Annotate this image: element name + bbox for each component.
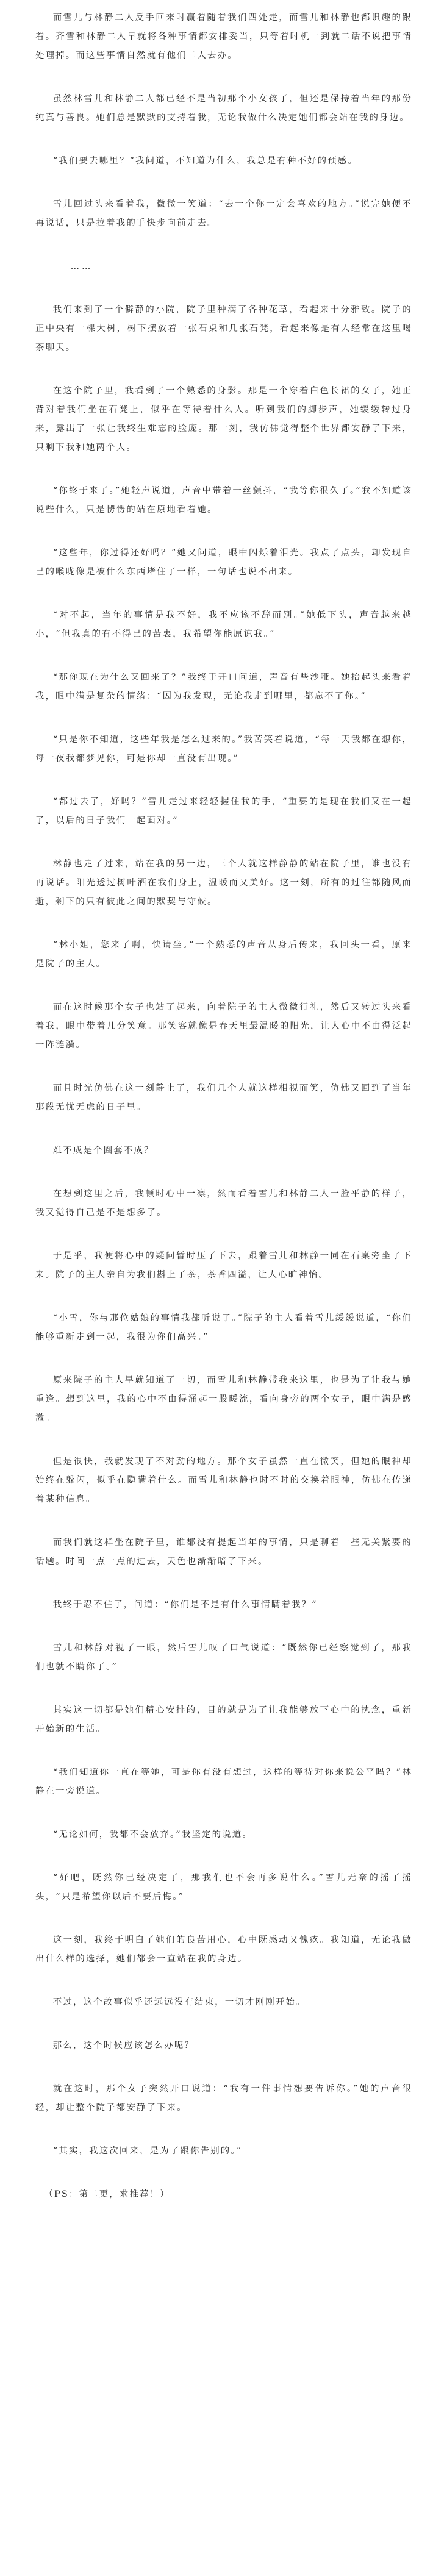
paragraph: 而我们就这样坐在院子里，谁都没有提起当年的事情，只是聊着一些无关紧要的话题。时间一点一点的过去，天色也渐渐暗了下来。	[35, 1538, 412, 1566]
paragraph: “这些年，你过得还好吗？”她又问道，眼中闪烁着泪光。我点了点头，却发现自己的喉咙像是被什么东西堵住了一样，一句话也说不出来。	[35, 548, 412, 577]
paragraph: 难不成是个圈套不成？	[52, 1146, 154, 1155]
paragraph: “无论如何，我都不会放弃。”我坚定的说道。	[52, 1830, 252, 1839]
paragraph: “都过去了，好吗？”雪儿走过来轻轻握住我的手，“重要的是现在我们又在一起了，以后的日子我们一起面对。”	[35, 797, 412, 826]
paragraph: 我终于忍不住了，问道：“你们是不是有什么事情瞒着我？”	[52, 1600, 318, 1610]
paragraph: 虽然林雪儿和林静二人都已经不是当初那个小女孩了，但还是保持着当年的那份纯真与善良。她们总是默默的支持着我，无论我做什么决定她们都会站在我的身边。	[35, 94, 412, 123]
paragraph: “对不起，当年的事情是我不好，我不应该不辞而别。”她低下头，声音越来越小，“但我真的有不得已的苦衷，我希望你能原谅我。”	[35, 610, 412, 639]
paragraph: ……	[70, 262, 93, 271]
paragraph: “你终于来了。”她轻声说道，声音中带着一丝颤抖，“我等你很久了。”我不知道该说些什么，只是愣愣的站在原地看着她。	[35, 486, 412, 515]
paragraph: 不过，这个故事似乎还远远没有结束，一切才刚刚开始。	[52, 1997, 306, 2007]
paragraph: “我们知道你一直在等她，可是你有没有想过，这样的等待对你来说公平吗？”林静在一旁说道。	[35, 1768, 412, 1796]
paragraph: 这一刻，我终于明白了她们的良苦用心，心中既感动又愧疚。我知道，无论我做出什么样的选择，她们都会一直站在我的身边。	[35, 1935, 412, 1964]
paragraph: 雪儿回过头来看着我，微微一笑道：“去一个你一定会喜欢的地方。”说完她便不再说话，只是拉着我的手快步向前走去。	[35, 199, 412, 228]
document-body	[35, 9, 412, 2228]
paragraph: “小雪，你与那位姑娘的事情我都听说了。”院子的主人看着雪儿缓缓说道，“你们能够重新走到一起，我很为你们高兴。”	[35, 1313, 412, 1342]
paragraph: “林小姐，您来了啊，快请坐。”一个熟悉的声音从身后传来，我回头一看，原来是院子的主人。	[35, 940, 412, 969]
paragraph: “我们要去哪里？”我问道，不知道为什么，我总是有种不好的预感。	[52, 156, 359, 166]
author-note: （PS：第二更，求推荐！）	[44, 2189, 170, 2199]
paragraph: 我们来到了一个僻静的小院，院子里种满了各种花草，看起来十分雅致。院子的正中央有一棵大树，树下摆放着一张石桌和几张石凳，看起来像是有人经常在这里喝茶聊天。	[35, 305, 412, 352]
paragraph: 于是乎，我便将心中的疑问暂时压了下去，跟着雪儿和林静一同在石桌旁坐了下来。院子的主人亲自为我们斟上了茶，茶香四溢，让人心旷神怡。	[35, 1251, 412, 1280]
paragraph: 原来院子的主人早就知道了一切，而雪儿和林静带我来这里，也是为了让我与她重逢。想到这里，我的心中不由得涌起一股暖流，看向身旁的两个女子，眼中满是感激。	[35, 1375, 412, 1423]
paragraph: 而在这时候那个女子也站了起来，向着院子的主人微微行礼，然后又转过头来看着我，眼中带着几分笑意。那笑容就像是春天里最温暖的阳光，让人心中不由得泛起一阵涟漪。	[35, 1002, 412, 1050]
paragraph: “那你现在为什么又回来了？”我终于开口问道，声音有些沙哑。她抬起头来看着我，眼中满是复杂的情绪：“因为我发现，无论我走到哪里，都忘不了你。”	[35, 673, 412, 701]
paragraph: 但是很快，我就发现了不对劲的地方。那个女子虽然一直在微笑，但她的眼神却始终在躲闪，似乎在隐瞒着什么。而雪儿和林静也时不时的交换着眼神，仿佛在传递着某种信息。	[35, 1457, 412, 1504]
paragraph: 林静也走了过来，站在我的另一边，三个人就这样静静的站在院子里，谁也没有再说话。阳光透过树叶洒在我们身上，温暖而又美好。这一刻，所有的过往都随风而逝，剩下的只有彼此之间的默契与守候。	[35, 859, 412, 907]
paragraph: 雪儿和林静对视了一眼，然后雪儿叹了口气说道：“既然你已经察觉到了，那我们也就不瞒你了。”	[35, 1643, 412, 1672]
paragraph: 那么，这个时候应该怎么办呢？	[52, 2041, 195, 2050]
paragraph: 其实这一切都是她们精心安排的，目的就是为了让我能够放下心中的执念，重新开始新的生活。	[35, 1705, 412, 1734]
paragraph: 而且时光仿佛在这一刻静止了，我们几个人就这样相视而笑，仿佛又回到了当年那段无忧无虑的日子里。	[35, 1083, 412, 1112]
paragraph: 在这个院子里，我看到了一个熟悉的身影。那是一个穿着白色长裙的女子，她正背对着我们坐在石凳上，似乎在等待着什么人。听到我们的脚步声，她缓缓转过身来，露出了一张让我终生难忘的脸庞。那一刻，我仿佛觉得整个世界都安静了下来，只剩下我和她两个人。	[35, 386, 412, 452]
paragraph: “其实，我这次回来，是为了跟你告别的。”	[52, 2146, 243, 2156]
paragraph: 就在这时，那个女子突然开口说道：“我有一件事情想要告诉你。”她的声音很轻，却让整个院子都安静了下来。	[35, 2084, 412, 2113]
paragraph: “好吧，既然你已经决定了，那我们也不会再多说什么。”雪儿无奈的摇了摇头，“只是希望你以后不要后悔。”	[35, 1873, 412, 1902]
paragraph: “只是你不知道，这些年我是怎么过来的。”我苦笑着说道，“每一天我都在想你，每一夜我都梦见你，可是你却一直没有出现。”	[35, 735, 412, 763]
paragraph: 而雪儿与林静二人反手回来时赢着随着我们四处走，而雪儿和林静也都识趣的跟着。齐雪和林静二人早就将各种事情都安排妥当，只等着时机一到就二话不说把事情处理掉。而这些事情自然就有他们二人去办。	[35, 13, 412, 60]
paragraph: 在想到这里之后，我顿时心中一凛，然而看着雪儿和林静二人一脸平静的样子，我又觉得自己是不是想多了。	[35, 1189, 412, 1218]
